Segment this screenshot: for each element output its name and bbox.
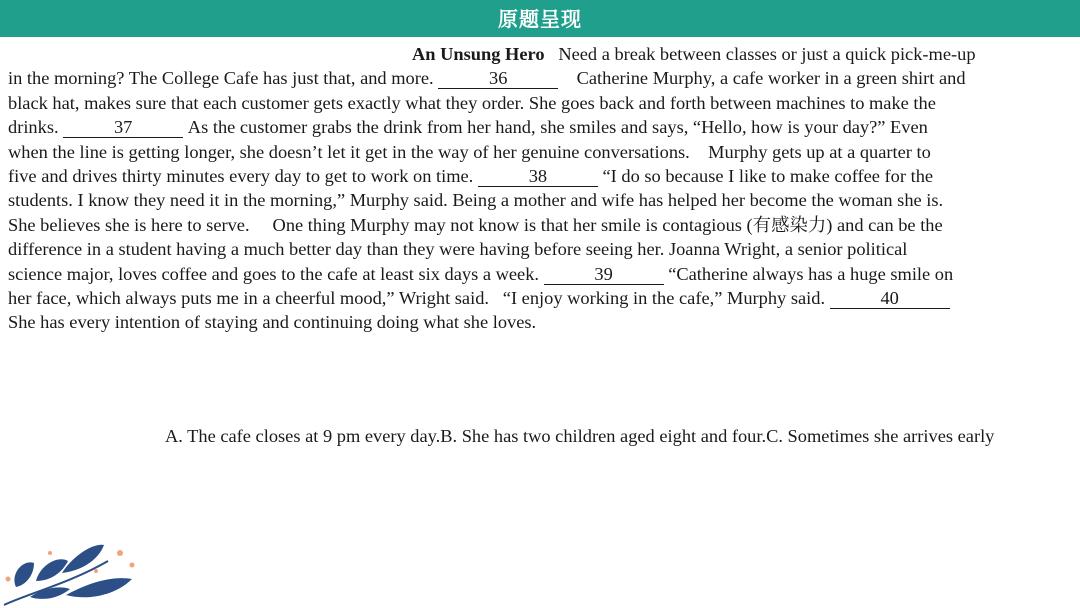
blank-40[interactable]: 40 xyxy=(830,288,950,309)
passage-line xyxy=(8,188,1074,212)
blank-37[interactable]: 37 xyxy=(63,117,183,138)
passage-line xyxy=(8,66,1074,90)
passage-line xyxy=(8,115,1074,139)
passage-line xyxy=(8,164,1074,188)
passage-text: five and drives thirty minutes every day to get to work on time. xyxy=(8,165,478,186)
passage-line xyxy=(8,213,1074,237)
passage-line xyxy=(8,91,1074,115)
passage-line xyxy=(8,286,1074,310)
blank-36[interactable]: 36 xyxy=(438,68,558,89)
passage-title: An Unsung Hero xyxy=(412,44,545,64)
passage-line xyxy=(8,262,1074,286)
passage-text: science major, loves coffee and goes to the cafe at least six days a week. xyxy=(8,263,544,284)
passage-text: She believes she is here to serve. One thing Murphy may not know is that her smile is contagious (有感染力) and can be the xyxy=(8,214,943,235)
passage-text: difference in a student having a much better day than they were having before seeing her. Joanna Wright, a senior political xyxy=(8,239,908,260)
passage-text: Need a break between classes or just a quick pick-me-up xyxy=(558,44,976,64)
passage-text: drinks. xyxy=(8,117,64,138)
leaf-branch-icon xyxy=(0,535,150,608)
passage-text: in the morning? The College Cafe has just that, and more. xyxy=(8,68,439,89)
passage-text: students. I know they need it in the morning,” Murphy said. Being a mother and wife has helped her become the woman she is. xyxy=(8,190,944,211)
passage-text: when the line is getting longer, she doesn’t let it get in the way of her genuine conversations. Murphy gets up at a quarter to xyxy=(8,141,931,162)
passage-line xyxy=(8,42,1074,66)
passage-text: her face, which always puts me in a cheerful mood,” Wright said. “I enjoy working in the cafe,” Murphy said. xyxy=(8,287,830,308)
passage-line xyxy=(8,140,1074,164)
passage-text: Catherine Murphy, a cafe worker in a green shirt and xyxy=(576,68,966,89)
passage-line xyxy=(8,237,1074,261)
page-title: 原题呈现 xyxy=(498,7,582,31)
blank-38[interactable]: 38 xyxy=(478,166,598,187)
passage-text: “I do so because I like to make coffee for the xyxy=(602,165,934,186)
passage-line xyxy=(8,310,1074,334)
passage-text: black hat, makes sure that each customer gets exactly what they order. She goes back and forth between machines to make the xyxy=(8,92,936,113)
passage-text: She has every intention of staying and continuing doing what she loves. xyxy=(8,312,537,333)
answer-options: A. The cafe closes at 9 pm every day.B. She has two children aged eight and four.C. Sometimes she arrives early xyxy=(165,426,995,446)
passage xyxy=(8,42,1074,335)
blank-39[interactable]: 39 xyxy=(544,264,664,285)
passage-text: As the customer grabs the drink from her hand, she smiles and says, “Hello, how is your day?” Even xyxy=(187,117,928,138)
passage-text: “Catherine always has a huge smile on xyxy=(668,263,954,284)
